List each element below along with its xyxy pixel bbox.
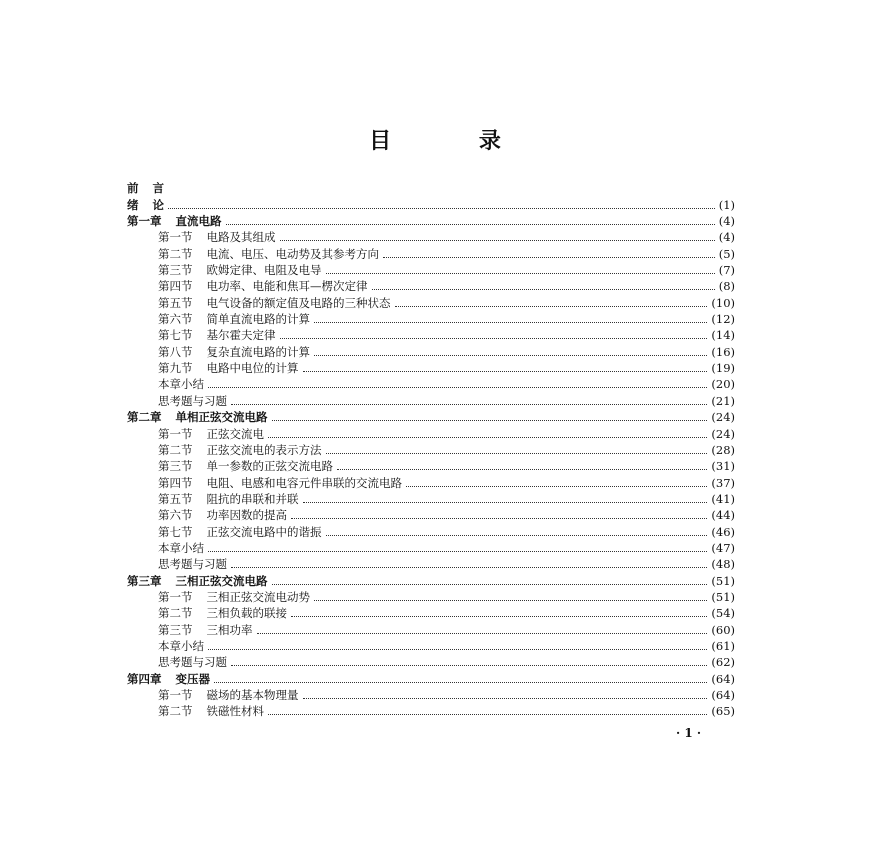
toc-entry-page: (41) — [711, 491, 735, 506]
toc-entry-title: 思考题与习题 — [158, 393, 227, 408]
toc-entry-page: (21) — [711, 393, 735, 408]
toc-entry-title: 三相正弦交流电动势 — [206, 589, 310, 604]
dot-leader — [314, 600, 707, 601]
toc-entry-page: (16) — [711, 344, 735, 359]
toc-entry-page: (48) — [711, 557, 735, 572]
toc-entry — [127, 278, 735, 294]
dot-leader — [326, 453, 708, 454]
toc-entry-number: 绪 — [127, 197, 139, 212]
dot-leader — [208, 551, 707, 552]
page-number: · 1 · — [676, 726, 702, 740]
toc-entry-page: (24) — [711, 426, 735, 441]
toc-entry-page: (1) — [718, 197, 735, 212]
toc-entry-page: (24) — [711, 410, 735, 425]
toc-entry — [127, 589, 735, 605]
toc-entry-page: (37) — [711, 475, 735, 490]
toc-entry — [127, 213, 735, 229]
toc-entry — [127, 360, 735, 376]
toc-entry-page: (4) — [718, 230, 735, 245]
toc-entry — [127, 654, 735, 670]
toc-entry-number: 第九节 — [158, 361, 193, 376]
toc-entry — [127, 605, 735, 621]
dot-leader — [268, 437, 707, 438]
toc-entry-title: 功率因数的提高 — [206, 508, 287, 523]
toc-entry-title: 变压器 — [175, 671, 210, 686]
toc-entry-page: (14) — [711, 328, 735, 343]
toc-entry-number: 第二章 — [127, 410, 162, 425]
toc-entry-number: 第三节 — [158, 459, 193, 474]
dot-leader — [326, 535, 708, 536]
toc-entry-page: (46) — [711, 524, 735, 539]
toc-entry-title: 单相正弦交流电路 — [175, 410, 268, 425]
toc-entry-number: 第一章 — [127, 214, 162, 229]
toc-entry-title: 电功率、电能和焦耳—楞次定律 — [206, 279, 368, 294]
dot-leader — [314, 322, 707, 323]
toc-entry-page: (47) — [711, 540, 735, 555]
toc-entry-title: 论 — [152, 197, 164, 212]
toc-entry-title: 基尔霍夫定律 — [206, 328, 276, 343]
toc-entry-number: 第二节 — [158, 246, 193, 261]
toc-entry-number: 第三节 — [158, 622, 193, 637]
dot-leader — [303, 371, 708, 372]
toc-entry-number: 第七节 — [158, 328, 193, 343]
toc-entry-page: (61) — [711, 638, 735, 653]
toc-entry-number: 第七节 — [158, 524, 193, 539]
toc-entry-title: 正弦交流电路中的谐振 — [206, 524, 322, 539]
toc-entry-page: (31) — [711, 459, 735, 474]
toc-entry — [127, 458, 735, 474]
toc-entry-number: 第五节 — [158, 491, 193, 506]
toc-entry-page: (4) — [718, 214, 735, 229]
dot-leader — [337, 469, 707, 470]
toc-entry-title: 三相负载的联接 — [206, 606, 287, 621]
dot-leader — [291, 518, 707, 519]
toc-entry-page: (19) — [711, 361, 735, 376]
toc-entry — [127, 703, 735, 719]
toc-entry-title: 思考题与习题 — [158, 557, 227, 572]
toc-entry-page: (65) — [711, 704, 735, 719]
toc-entry — [127, 491, 735, 507]
toc-entry — [127, 180, 735, 196]
toc-entry-title: 正弦交流电的表示方法 — [206, 442, 322, 457]
dot-leader — [303, 698, 708, 699]
toc-entry-page: (28) — [711, 442, 735, 457]
toc-entry — [127, 196, 735, 212]
toc-entry-number: 第二节 — [158, 442, 193, 457]
toc-entry — [127, 621, 735, 637]
toc-entry-page: (60) — [711, 622, 735, 637]
toc-entry-page: (10) — [711, 295, 735, 310]
dot-leader — [257, 633, 708, 634]
toc-entry-title: 单一参数的正弦交流电路 — [206, 459, 333, 474]
toc-entry — [127, 294, 735, 310]
toc-entry-title: 简单直流电路的计算 — [206, 312, 310, 327]
toc-entry — [127, 343, 735, 359]
toc-entry-title: 电气设备的额定值及电路的三种状态 — [206, 295, 391, 310]
toc-entry-number: 第八节 — [158, 344, 193, 359]
toc-entry-page: (64) — [711, 671, 735, 686]
dot-leader — [280, 338, 708, 339]
dot-leader — [326, 273, 715, 274]
toc-entry — [127, 425, 735, 441]
toc-entry-number: 第一节 — [158, 589, 193, 604]
toc-entry — [127, 327, 735, 343]
toc-entry-page: (51) — [711, 573, 735, 588]
toc-entry — [127, 670, 735, 686]
toc-entry-page: (7) — [718, 263, 735, 278]
toc-entry — [127, 507, 735, 523]
toc-entry-title: 正弦交流电 — [206, 426, 264, 441]
page-title: 目 录 — [369, 128, 541, 154]
dot-leader — [231, 404, 707, 405]
dot-leader — [272, 584, 708, 585]
dot-leader — [268, 714, 707, 715]
toc-entry — [127, 474, 735, 490]
toc-entry-number: 第四节 — [158, 475, 193, 490]
toc-entry — [127, 523, 735, 539]
toc-entry-page: (8) — [718, 279, 735, 294]
toc-entry — [127, 376, 735, 392]
toc-entry-number: 第四节 — [158, 279, 193, 294]
toc-entry-number: 第六节 — [158, 508, 193, 523]
toc-entry-page: (51) — [711, 589, 735, 604]
toc-entry-title: 三相功率 — [206, 622, 253, 637]
dot-leader — [168, 208, 715, 209]
toc-entry — [127, 409, 735, 425]
toc-entry-page: (62) — [711, 655, 735, 670]
toc-entry-title: 电流、电压、电动势及其参考方向 — [206, 246, 379, 261]
toc-entry-title: 言 — [152, 181, 164, 196]
toc-entry-title: 三相正弦交流电路 — [175, 573, 268, 588]
toc-entry — [127, 311, 735, 327]
toc-entry-title: 阻抗的串联和并联 — [206, 491, 299, 506]
dot-leader — [372, 289, 715, 290]
toc-entry — [127, 687, 735, 703]
toc-entry — [127, 392, 735, 408]
dot-leader — [231, 567, 707, 568]
toc-entry-page: (44) — [711, 508, 735, 523]
toc-entry-page: (5) — [718, 246, 735, 261]
toc-entry-title: 欧姆定律、电阻及电导 — [206, 263, 322, 278]
toc-entry-title: 电路中电位的计算 — [206, 361, 299, 376]
dot-leader — [208, 387, 707, 388]
toc-entry-number: 第六节 — [158, 312, 193, 327]
toc-entry-number: 第二节 — [158, 606, 193, 621]
dot-leader — [226, 224, 715, 225]
dot-leader — [406, 486, 707, 487]
toc-entry-number: 第一节 — [158, 426, 193, 441]
toc-entry-number: 第三节 — [158, 263, 193, 278]
toc-entry — [127, 556, 735, 572]
toc-entry-number: 前 — [127, 181, 139, 196]
toc-entry — [127, 638, 735, 654]
dot-leader — [280, 240, 715, 241]
dot-leader — [395, 306, 708, 307]
toc-entry-title: 铁磁性材料 — [206, 704, 264, 719]
toc-entry-number: 第二节 — [158, 704, 193, 719]
toc-entry-page: (12) — [711, 312, 735, 327]
dot-leader — [272, 420, 708, 421]
toc-entry-title: 本章小结 — [158, 377, 204, 392]
dot-leader — [383, 257, 715, 258]
toc-entry-number: 第一节 — [158, 688, 193, 702]
dot-leader — [303, 502, 708, 503]
toc-entry-title: 思考题与习题 — [158, 655, 227, 670]
toc-entry-title: 电路及其组成 — [206, 230, 276, 245]
toc-entry-title: 电阻、电感和电容元件串联的交流电路 — [206, 475, 402, 490]
toc-entry-page: (54) — [711, 606, 735, 621]
toc-entry-title: 直流电路 — [175, 214, 222, 229]
toc-entry-number: 第五节 — [158, 295, 193, 310]
toc-entry — [127, 262, 735, 278]
toc-entry — [127, 442, 735, 458]
toc-entry-number: 第三章 — [127, 573, 162, 588]
toc-entry-title: 本章小结 — [158, 540, 204, 555]
table-of-contents — [127, 180, 735, 719]
dot-leader — [314, 355, 707, 356]
toc-entry — [127, 245, 735, 261]
toc-entry-number: 第四章 — [127, 671, 162, 686]
toc-entry-page: (20) — [711, 377, 735, 392]
dot-leader — [231, 665, 707, 666]
toc-entry-title: 磁场的基本物理量 — [206, 688, 299, 702]
toc-entry-page: (64) — [711, 688, 735, 702]
toc-entry — [127, 572, 735, 588]
toc-entry — [127, 229, 735, 245]
toc-entry-title: 本章小结 — [158, 638, 204, 653]
dot-leader — [208, 649, 707, 650]
toc-entry — [127, 540, 735, 556]
toc-entry-number: 第一节 — [158, 230, 193, 245]
dot-leader — [214, 682, 707, 683]
toc-entry-title: 复杂直流电路的计算 — [206, 344, 310, 359]
dot-leader — [291, 616, 707, 617]
